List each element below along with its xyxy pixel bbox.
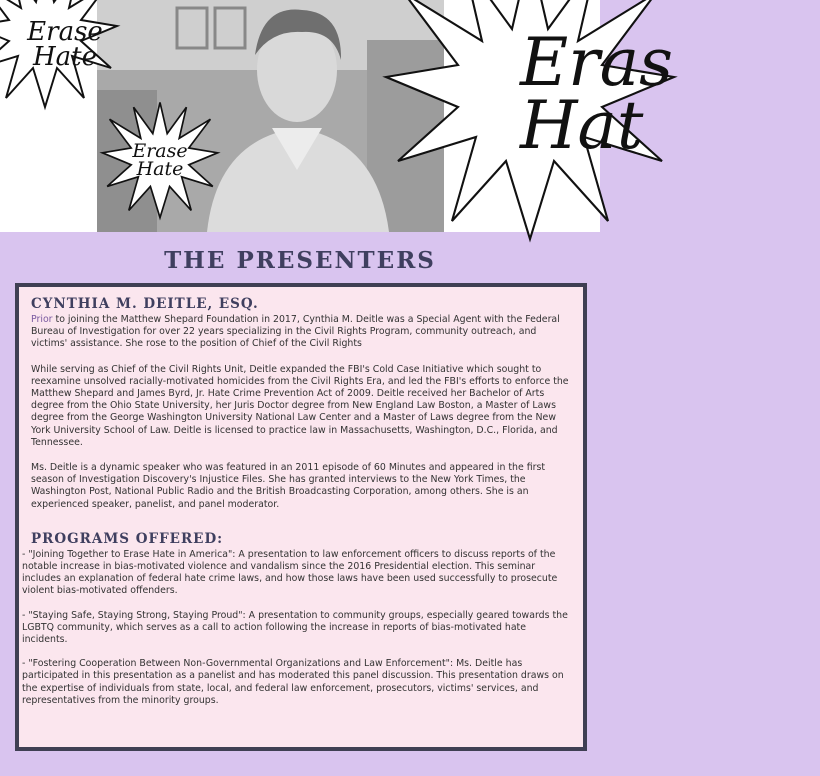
- section-heading-wrap: [0, 232, 600, 282]
- burst-center-line1: Erase: [132, 139, 188, 162]
- erase-hate-burst-center: [100, 100, 220, 220]
- header-banner: [0, 0, 673, 232]
- bio-lead-word: Prior: [31, 314, 53, 325]
- program-item: - "Fostering Cooperation Between Non-Governmental Organizations and Law Enforcement": Ms. Deitle has participated in this presentation as a panelist and has moderated this panel discussion. This presentation draws on the expertise of individuals from state, local, and federal law enforcement, prosecutors, victims' services, and representatives from the minority groups.: [22, 658, 564, 706]
- burst-center-line2: Hate: [136, 158, 184, 180]
- programs-heading: PROGRAMS OFFERED:: [31, 530, 224, 547]
- presenter-name: CYNTHIA M. DEITLE, ESQ.: [31, 296, 259, 312]
- bio-paragraph-1: [31, 314, 572, 351]
- program-item: - "Joining Together to Erase Hate in America": A presentation to law enforcement officers to discuss reports of the notable increase in bias-motivated violence and vandalism since the 2016 Presidential election. This seminar includes an explanation of federal hate crime laws, and how those laws have been used successfully to prosecute violent bias-motivated offenders.: [22, 548, 558, 597]
- section-title: THE PRESENTERS: [164, 247, 436, 274]
- burst-left-line1: Erase: [27, 17, 103, 48]
- erase-hate-burst-left: [0, 0, 120, 110]
- program-item: - "Staying Safe, Staying Strong, Staying Proud": A presentation to community groups, especially geared towards the LGBTQ community, which serves as a call to action following the increase in reports of bias-motivated hate incidents.: [22, 609, 568, 646]
- erase-hate-burst-right: [380, 0, 680, 250]
- bio-paragraph-1-text: to joining the Matthew Shepard Foundation in 2017, Cynthia M. Deitle was a Special Agent with the Federal Bureau of Investigation for over 22 years specializing in the Civil Rights Program, community outreach, and victims' assistance. She rose to the position of Chief of the Civil Rights: [31, 314, 560, 350]
- burst-left-line2: Hate: [32, 42, 97, 72]
- bio-paragraph-2: While serving as Chief of the Civil Rights Unit, Deitle expanded the FBI's Cold Case Initiative which sought to reexamine unsolved racially-motivated homicides from the Civil Rights Era, and led the FBI's efforts to enforce the Matthew Shepard and James Byrd, Jr. Hate Crime Prevention Act of 2009. Deitle received her Bachelor of Arts degree from the Ohio State University, her Juris Doctor degree from New England Law Boston, a Master of Laws degree from the George Washington University National Law Center and a Master of Laws degree from the New York University School of Law. Deitle is licensed to practice law in Massachusetts, Washington, D.C., Florida, and Tennessee.: [31, 363, 569, 448]
- bio-paragraph-3: Ms. Deitle is a dynamic speaker who was featured in an 2011 episode of 60 Minutes and appeared in the first season of Investigation Discovery's Injustice Files. She has granted interviews to the New York Times, the Washington Post, National Public Radio and the British Broadcasting Corporation, among others. She is an experienced speaker, panelist, and panel moderator.: [31, 462, 546, 510]
- presenter-card: [15, 283, 587, 751]
- burst-right-line2: Hat: [520, 87, 644, 164]
- burst-right-line1: Eras: [520, 24, 673, 102]
